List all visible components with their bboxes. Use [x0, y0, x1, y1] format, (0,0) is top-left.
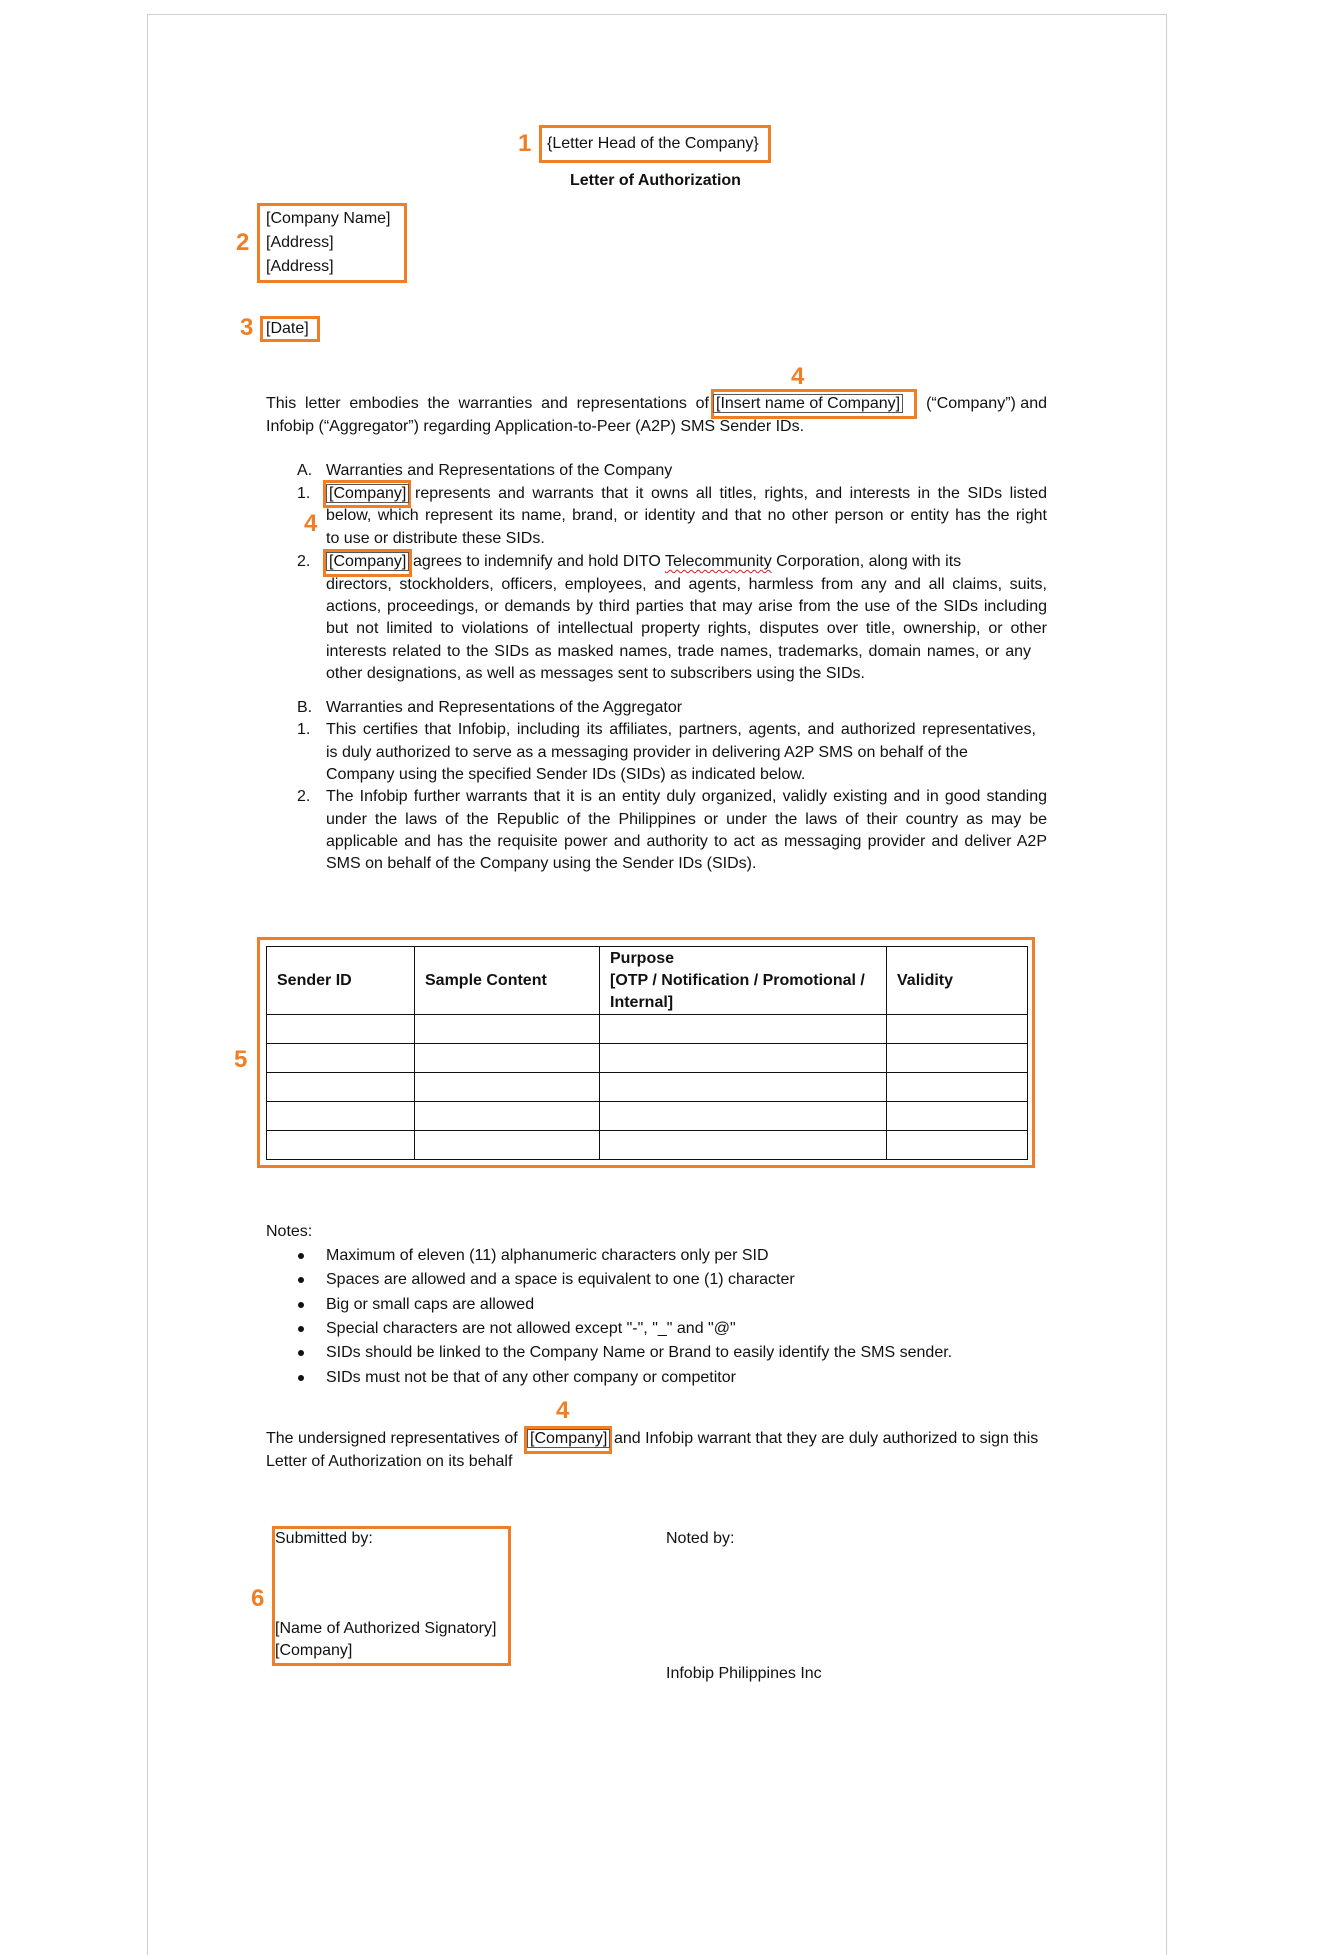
noted-by-label: Noted by:	[666, 1530, 735, 1547]
table-cell[interactable]	[267, 1102, 415, 1131]
note-item: SIDs should be linked to the Company Name or Brand to easily identify the SMS sender.	[326, 1344, 953, 1361]
note-item: Spaces are allowed and a space is equivalent to one (1) character	[326, 1271, 795, 1288]
table-cell[interactable]	[415, 1044, 600, 1073]
section-b-item2-line2: under the laws of the Republic of the Philippines or under the laws of their country as may be	[326, 811, 1047, 828]
section-a-item1-placeholder: [Company]	[329, 485, 407, 502]
signatory-company-placeholder: [Company]	[275, 1642, 353, 1659]
closing-text-before: The undersigned representatives of	[266, 1430, 518, 1447]
intro-company-placeholder: [Insert name of Company]	[716, 395, 901, 412]
header-sample-content: Sample Content	[415, 947, 600, 1015]
bullet-icon	[298, 1302, 304, 1308]
address-line-2: [Address]	[266, 258, 334, 275]
noted-by-organization: Infobip Philippines Inc	[666, 1665, 822, 1682]
section-a-item2-line6: other designations, as well as messages sent to subscribers using the SIDs.	[326, 665, 865, 682]
section-b-item1-line3: Company using the specified Sender IDs (SIDs) as indicated below.	[326, 766, 806, 783]
section-b-item2-line1: The Infobip further warrants that it is an entity duly organized, validly existing and in good standing	[326, 788, 1047, 805]
bullet-icon	[298, 1277, 304, 1283]
spellcheck-flagged-word: Telecommunity	[665, 553, 772, 570]
table-cell[interactable]	[600, 1073, 887, 1102]
section-a-item2-marker: 2.	[297, 553, 311, 570]
annotation-number-6: 6	[251, 1585, 265, 1612]
table-cell[interactable]	[887, 1102, 1028, 1131]
table-row	[267, 1073, 1028, 1102]
section-a-marker: A.	[297, 462, 313, 479]
annotation-number-1: 1	[518, 130, 532, 157]
submitted-by-label: Submitted by:	[275, 1530, 373, 1547]
table-cell[interactable]	[267, 1044, 415, 1073]
note-item: Special characters are not allowed except "-", "_" and "@"	[326, 1320, 736, 1337]
table-cell[interactable]	[415, 1015, 600, 1044]
annotation-number-4b: 4	[304, 510, 318, 537]
bullet-icon	[298, 1326, 304, 1332]
annotation-number-5: 5	[234, 1046, 248, 1073]
table-cell[interactable]	[415, 1102, 600, 1131]
section-b-item1-marker: 1.	[297, 721, 311, 738]
note-item: Maximum of eleven (11) alphanumeric characters only per SID	[326, 1247, 769, 1264]
note-item: SIDs must not be that of any other company or competitor	[326, 1369, 736, 1386]
section-b-item2-line4: SMS on behalf of the Company using the Sender IDs (SIDs).	[326, 855, 757, 872]
intro-text-before: This letter embodies the warranties and representations of	[266, 395, 709, 412]
table-cell[interactable]	[600, 1131, 887, 1160]
table-cell[interactable]	[600, 1015, 887, 1044]
table-header-row	[267, 947, 1028, 1015]
table-row	[267, 1044, 1028, 1073]
intro-text-after: (“Company”) and	[926, 395, 1047, 412]
section-b-item2-marker: 2.	[297, 788, 311, 805]
section-a-item1-line3: to use or distribute these SIDs.	[326, 530, 545, 547]
section-b-item1-line2: is duly authorized to serve as a messaging provider in delivering A2P SMS on behalf of the	[326, 744, 968, 761]
section-a-item2-line4: but not limited to violations of intellectual property rights, disputes over title, ownership, or other	[326, 620, 1047, 637]
table-cell[interactable]	[267, 1073, 415, 1102]
table-cell[interactable]	[415, 1131, 600, 1160]
table-cell[interactable]	[600, 1102, 887, 1131]
bullet-icon	[298, 1375, 304, 1381]
section-a-item2-line5: interests related to the SIDs as masked names, trade names, trademarks, domain names, or any	[326, 643, 1031, 660]
table-row	[267, 1015, 1028, 1044]
section-a-item1-marker: 1.	[297, 485, 311, 502]
table-cell[interactable]	[267, 1131, 415, 1160]
document-title: Letter of Authorization	[570, 172, 741, 189]
table-cell[interactable]	[887, 1015, 1028, 1044]
table-cell[interactable]	[600, 1044, 887, 1073]
address-line-1: [Address]	[266, 234, 334, 251]
annotation-number-2: 2	[236, 229, 250, 256]
section-a-item2-placeholder: [Company]	[329, 553, 407, 570]
table-row	[267, 1131, 1028, 1160]
section-b-heading: Warranties and Representations of the Aggregator	[326, 699, 683, 716]
annotation-number-4c: 4	[556, 1397, 570, 1424]
bullet-icon	[298, 1253, 304, 1259]
section-a-heading: Warranties and Representations of the Company	[326, 462, 673, 479]
header-purpose: Purpose [OTP / Notification / Promotional / Internal]	[600, 947, 887, 1015]
letterhead-placeholder: {Letter Head of the Company}	[547, 135, 759, 152]
table-cell[interactable]	[415, 1073, 600, 1102]
address-company-name: [Company Name]	[266, 210, 391, 227]
sender-id-table	[266, 946, 1028, 1160]
table-cell[interactable]	[267, 1015, 415, 1044]
section-b-item2-line3: applicable and has the requisite power and authority to act as messaging provider and deliver A2P	[326, 833, 1047, 850]
header-sender-id: Sender ID	[267, 947, 415, 1015]
section-a-item2-line3: actions, proceedings, or demands by third parties that may arise from the use of the SIDs including	[326, 598, 1047, 615]
annotation-number-4a: 4	[791, 363, 805, 390]
closing-text-line2: Letter of Authorization on its behalf	[266, 1453, 513, 1470]
section-a-item2-line2: directors, stockholders, officers, employees, and agents, harmless from any and all claims, suits,	[326, 576, 1047, 593]
section-a-item2-line1: agrees to indemnify and hold DITO Telecommunity Corporation, along with its	[413, 553, 962, 570]
closing-text-after: and Infobip warrant that they are duly authorized to sign this	[614, 1430, 1039, 1447]
section-b-item1-line1: This certifies that Infobip, including its affiliates, partners, agents, and authorized representatives,	[326, 721, 1036, 738]
signatory-name-placeholder: [Name of Authorized Signatory]	[275, 1620, 497, 1637]
section-a-item1-line1: represents and warrants that it owns all titles, rights, and interests in the SIDs listed	[415, 485, 1047, 502]
table-cell[interactable]	[887, 1073, 1028, 1102]
notes-heading: Notes:	[266, 1223, 313, 1240]
header-validity: Validity	[887, 947, 1028, 1015]
table-row	[267, 1102, 1028, 1131]
section-b-marker: B.	[297, 699, 313, 716]
table-cell[interactable]	[887, 1131, 1028, 1160]
bullet-icon	[298, 1350, 304, 1356]
date-placeholder: [Date]	[266, 320, 309, 337]
annotation-number-3: 3	[240, 314, 254, 341]
section-a-item1-line2: below, which represent its name, brand, or identity and that no other person or entity has the right	[326, 507, 1047, 524]
note-item: Big or small caps are allowed	[326, 1296, 535, 1313]
intro-text-line2: Infobip (“Aggregator”) regarding Application-to-Peer (A2P) SMS Sender IDs.	[266, 418, 805, 435]
table-cell[interactable]	[887, 1044, 1028, 1073]
closing-company-placeholder: [Company]	[530, 1430, 608, 1447]
